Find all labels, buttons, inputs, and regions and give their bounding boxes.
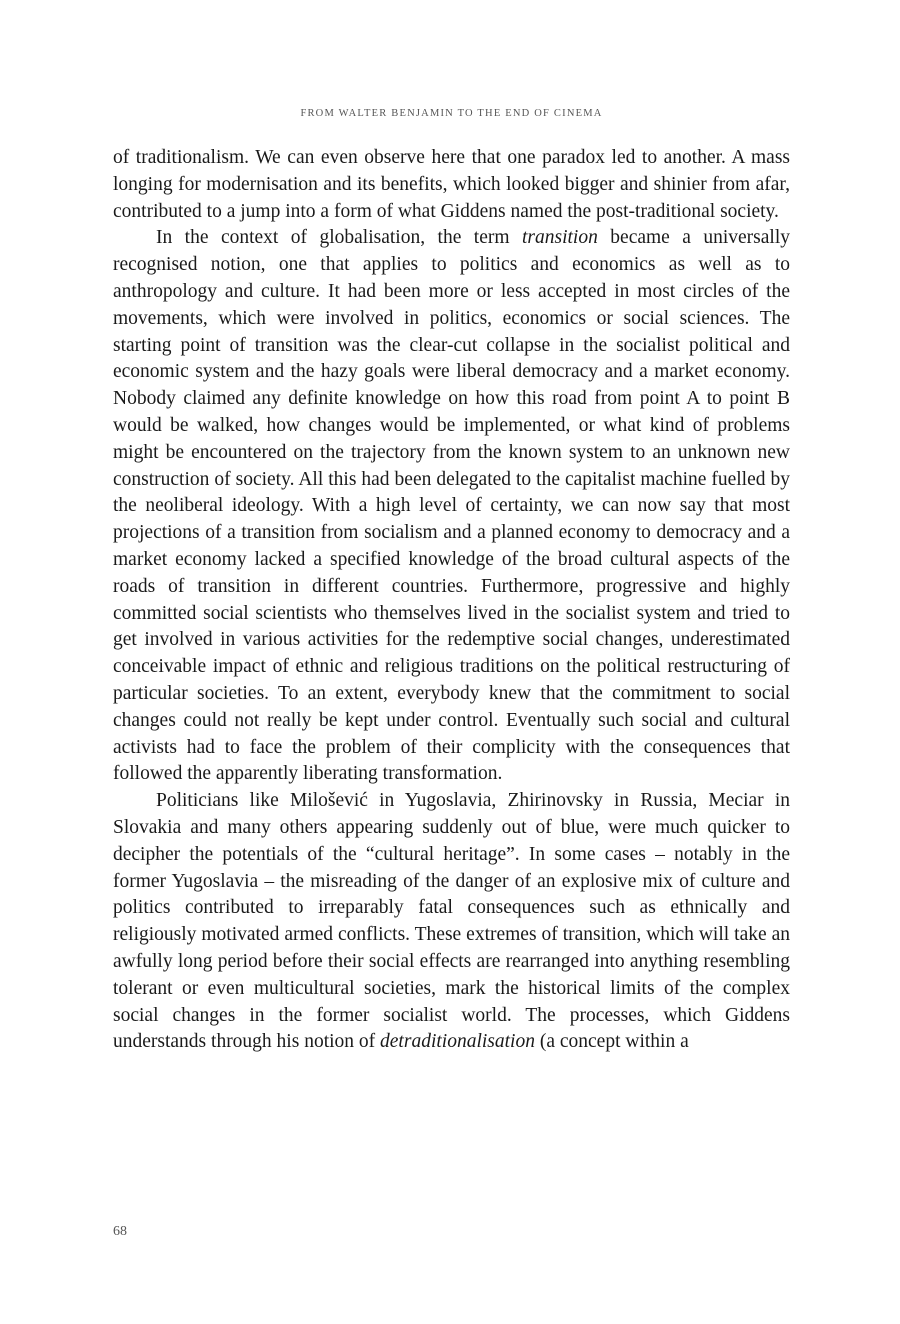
- paragraph-2-text-after: became a universally recognised notion, one that applies to politics and economics as well as to anthropology and culture. It had been more or less accepted in most circles of the movements, which were involved in politics, economics or social sciences. The starting point of transition was the clear-cut collapse in the socialist political and economic system and the hazy goals were liberal democracy and a market economy. Nobody claimed any definite knowledge on how this road from point A to point B would be walked, how changes would be implemented, or what kind of problems might be encountered on the trajectory from the known system to an unknown new construction of society. All this had been delegated to the capitalist machine fuelled by the neoliberal ideology. With a high level of certainty, we can now say that most projections of a transition from socialism and a planned economy to democracy and a market economy lacked a specified knowledge of the broad cultural aspects of the roads of transition in different countries. Furthermore, progressive and highly committed social scientists who themselves lived in the socialist system and tried to get involved in various activities for the redemptive social changes, underestimated conceivable impact of ethnic and religious traditions on the political restructuring of particular societies. To an extent, everybody knew that the commitment to social changes could not really be kept under control. Eventually such social and cultural activists had to face the problem of their complicity with the consequences that followed the apparently liberating transformation.: [113, 227, 791, 785]
- page-number: 68: [113, 1224, 127, 1239]
- running-head: FROM WALTER BENJAMIN TO THE END OF CINEMA: [300, 108, 603, 119]
- paragraph-3-text-before: Politicians like Milošević in Yugoslavia, Zhirinovsky in Russia, Meciar in Slovakia and many others appearing suddenly out of blue, were much quicker to decipher the potentials of the “cultural heritage”. In some cases – notably in the former Yugoslavia – the misreading of the danger of an explosive mix of culture and politics contributed to irreparably fatal consequences such as ethnically and religiously motivated armed conflicts. These extremes of transition, which will take an awfully long period before their social effects are rearranged into anything resembling tolerant or even multicultural societies, mark the historical limits of the complex social changes in the former socialist world. The processes, which Giddens understands through his notion of: [113, 790, 790, 1053]
- body-text: [113, 145, 790, 1056]
- paragraph-3-text-after: (a concept within a: [534, 1031, 689, 1053]
- paragraph-3: [113, 788, 790, 1056]
- term-transition: transition: [521, 227, 598, 249]
- term-detraditionalisation: detraditionalisation: [380, 1031, 535, 1053]
- paragraph-1: of traditionalism. We can even observe here that one paradox led to another. A mass longing for modernisation and its benefits, which looked bigger and shinier from afar, contributed to a jump into a form of what Giddens named the post-traditional society.: [113, 147, 790, 222]
- paragraph-2-text-before: In the context of globalisation, the term: [156, 227, 522, 249]
- paragraph-2: [113, 225, 790, 788]
